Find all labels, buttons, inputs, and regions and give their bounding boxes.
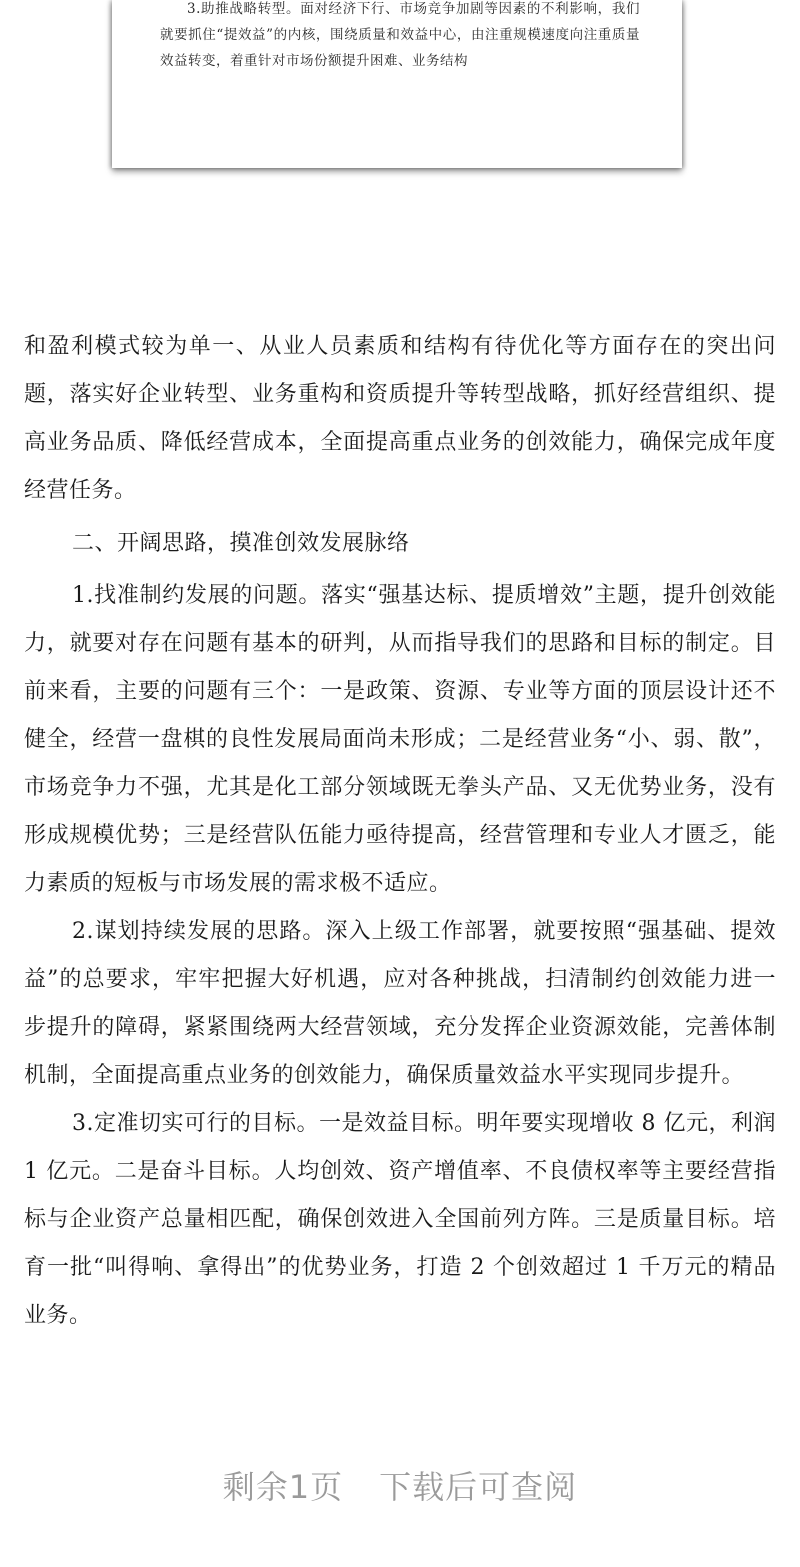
paragraph-2: 2.谋划持续发展的思路。深入上级工作部署，就要按照“强基础、提效益”的总要求，牢牢把握大好机遇，应对各种挑战，扫清制约创效能力进一步提升的障碍，紧紧围绕两大经营领域，充分发挥企业资源效能，完善体制机制，全面提高重点业务的创效能力，确保质量效益水平实现同步提升。 xyxy=(24,919,776,1088)
paragraph-3: 3.定准切实可行的目标。一是效益目标。明年要实现增收 8 亿元，利润 1 亿元。二是奋斗目标。人均创效、资产增值率、不良债权率等主要经营指标与企业资产总量相匹配，确保创效进入全国前列方阵。三是质量目标。培育一批“叫得响、拿得出”的优势业务，打造 2 个创效超过 1 千万元的精品业务。 xyxy=(24,1111,776,1328)
document-body xyxy=(24,323,776,1340)
download-prompt[interactable] xyxy=(0,1462,800,1508)
download-to-view-label[interactable]: 下载后可查阅 xyxy=(379,1468,578,1506)
remaining-pages-label: 剩余1页 xyxy=(222,1468,344,1506)
continuation-paragraph: 和盈利模式较为单一、从业人员素质和结构有待优化等方面存在的突出问题，落实好企业转型、业务重构和资质提升等转型战略，抓好经营组织、提高业务品质、降低经营成本，全面提高重点业务的创效能力，确保完成年度经营任务。 xyxy=(24,334,776,503)
preview-paragraph: 3.助推战略转型。面对经济下行、市场竞争加剧等因素的不利影响，我们就要抓住“提效益”的内核，围绕质量和效益中心，由注重规模速度向注重质量效益转变，着重针对市场份额提升困难、业务结构 xyxy=(160,1,640,69)
section-heading: 二、开阔思路，摸准创效发展脉络 xyxy=(72,531,410,556)
preview-page-card xyxy=(112,0,682,168)
paragraph-1: 1.找准制约发展的问题。落实“强基达标、提质增效”主题，提升创效能力，就要对存在问题有基本的研判，从而指导我们的思路和目标的制定。目前来看，主要的问题有三个：一是政策、资源、专业等方面的顶层设计还不健全，经营一盘棋的良性发展局面尚未形成；二是经营业务“小、弱、散”，市场竞争力不强，尤其是化工部分领域既无拳头产品、又无优势业务，没有形成规模优势；三是经营队伍能力亟待提高，经营管理和专业人才匮乏，能力素质的短板与市场发展的需求极不适应。 xyxy=(24,583,776,896)
